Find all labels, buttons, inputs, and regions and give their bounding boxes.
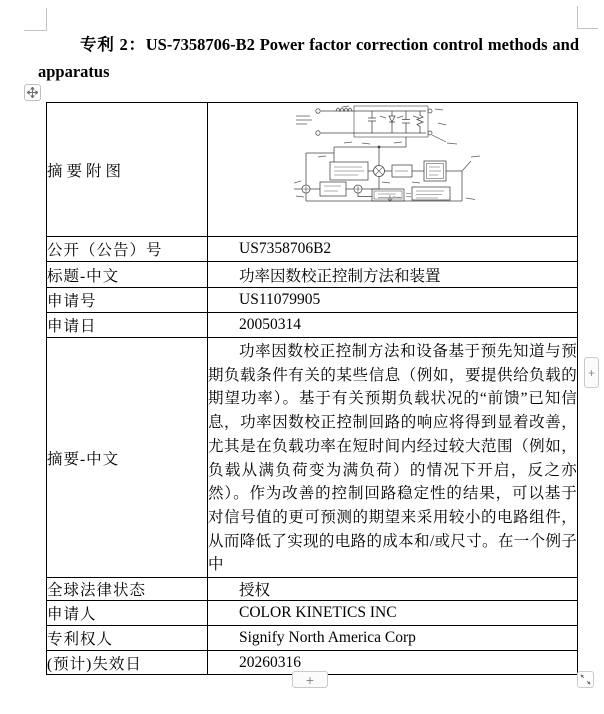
- abstract-text: 功率因数校正控制方法和设备基于预先知道与预期负载条件有关的某些信息（例如，要提供给负载的期望功率）。基于有关预期负载状况的“前馈”已知信息，功率因数校正控制回路的响应将得到显着改善，尤其是在负载功率在短时间内经过较大范围（例如，负载从满负荷变为满负荷）的情况下开启，反之亦然）。作为改善的控制回路稳定性的结果，可以基于对信号值的更可预测的期望来采用较小的电路组件，从而降低了实现的电路的成本和/或尺寸。在一个例子中: [208, 343, 577, 574]
- field-label: 摘要-中文: [47, 338, 208, 578]
- table-resize-handle[interactable]: [577, 671, 594, 688]
- table-row-patentee: [47, 626, 578, 651]
- field-label: 申请人: [47, 601, 208, 626]
- diagonal-resize-icon: [580, 674, 591, 685]
- plus-icon: +: [587, 365, 595, 380]
- field-label: 全球法律状态: [47, 578, 208, 601]
- page-title: 专利 2：US-7358706-B2 Power factor correction control methods and apparatus: [38, 35, 579, 81]
- table-move-handle[interactable]: [24, 84, 41, 101]
- field-label: 申请号: [47, 288, 208, 313]
- field-value: 20050314: [239, 316, 301, 333]
- field-label: 申请日: [47, 313, 208, 338]
- table-row-title-chinese: [47, 262, 578, 288]
- table-row-publication-number: [47, 237, 578, 262]
- abstract-figure-diagram: [294, 105, 576, 203]
- field-label: 摘要附图: [47, 103, 208, 237]
- table-row-abstract-chinese: [47, 338, 578, 578]
- field-label: (预计)失效日: [47, 651, 208, 675]
- table-row-abstract-figure: [47, 103, 578, 237]
- field-value: US7358706B2: [239, 240, 332, 257]
- abstract-figure-cell: [208, 103, 578, 237]
- field-value: US11079905: [239, 291, 321, 308]
- field-label: 公开（公告）号: [47, 237, 208, 262]
- add-column-button[interactable]: [584, 357, 599, 388]
- table-row-application-number: [47, 288, 578, 313]
- add-row-button[interactable]: [292, 671, 328, 688]
- table-row-legal-status: [47, 578, 578, 601]
- move-icon: [27, 87, 38, 98]
- plus-icon: +: [305, 671, 315, 688]
- field-value: 授权: [239, 582, 271, 600]
- table-row-application-date: [47, 313, 578, 338]
- field-value: COLOR KINETICS INC: [239, 604, 397, 622]
- field-value: 功率因数校正控制方法和装置: [239, 267, 441, 285]
- field-label: 标题-中文: [47, 262, 208, 288]
- patent-info-table: [46, 102, 578, 675]
- field-label: 专利权人: [47, 626, 208, 651]
- table-row-applicant: [47, 601, 578, 626]
- field-value: Signify North America Corp: [239, 629, 416, 647]
- field-value: 20260316: [239, 653, 301, 671]
